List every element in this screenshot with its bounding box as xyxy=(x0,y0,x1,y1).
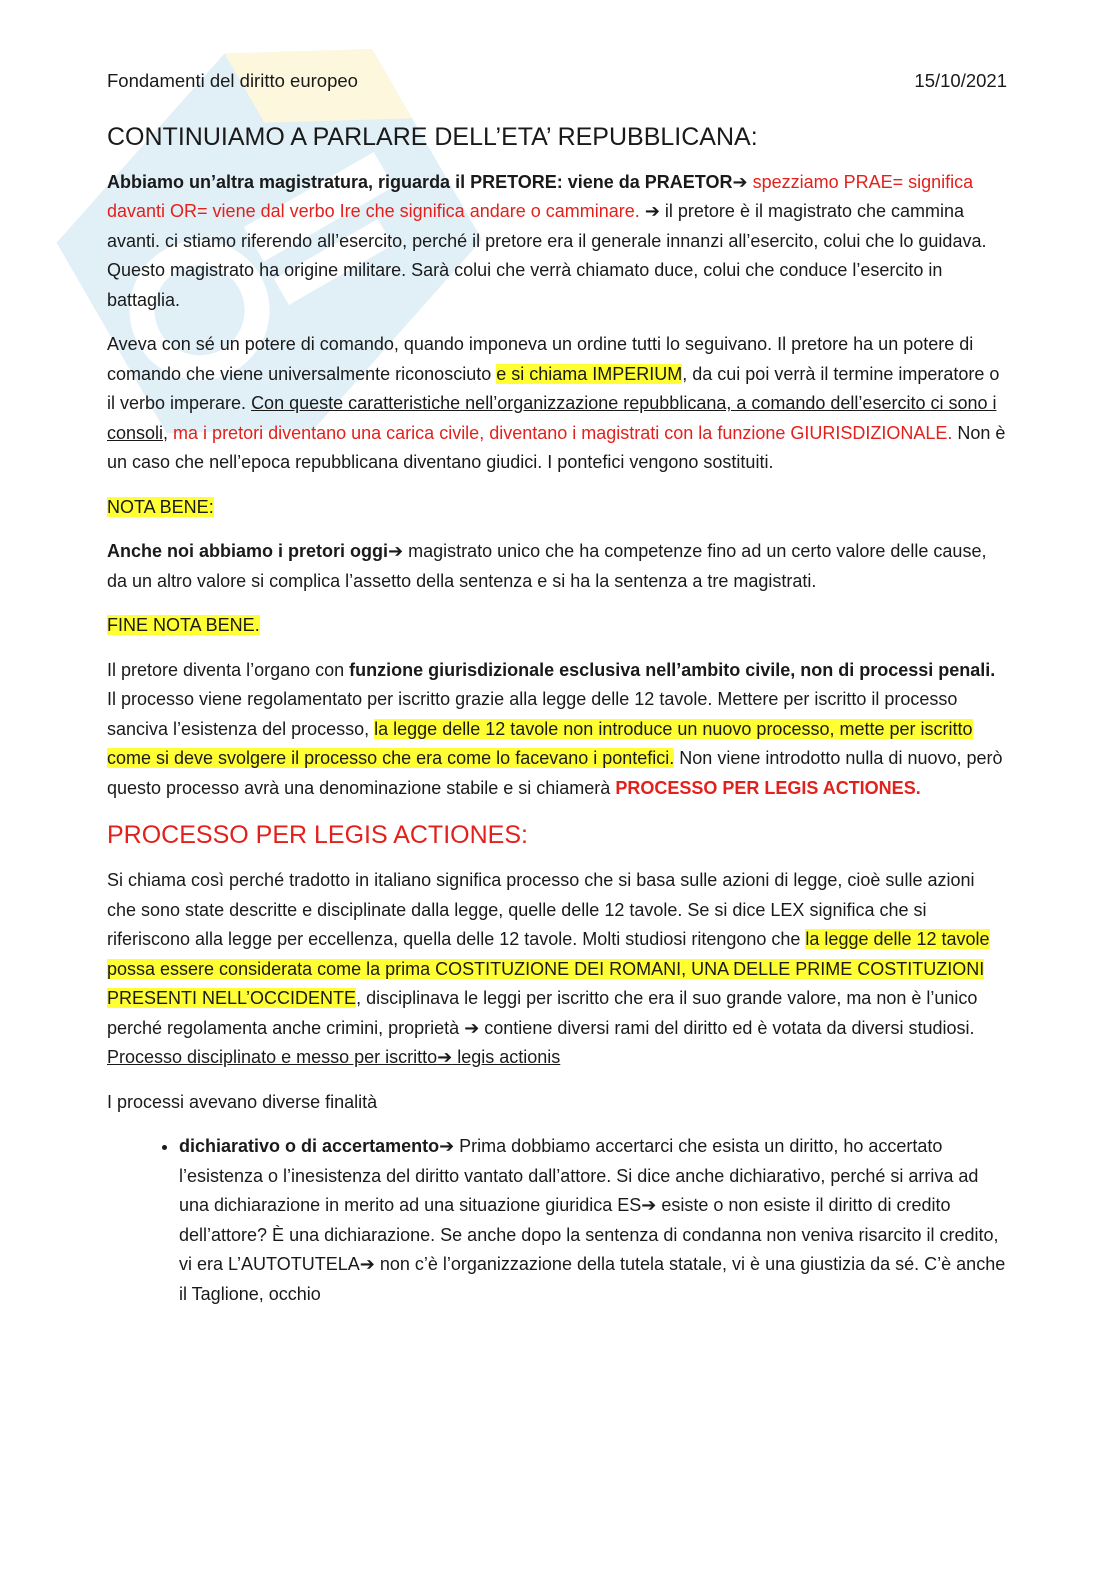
arrow-icon: ➔ xyxy=(732,171,748,192)
page-header xyxy=(107,66,1007,96)
document-page xyxy=(107,66,1007,1309)
arrow-icon: ➔ xyxy=(464,1017,480,1038)
paragraph-funzione-giurisdizionale: Il pretore diventa l’organo con funzione giurisdizionale esclusiva nell’ambito civile, non di processi penali. Il processo viene regolamentato per iscritto grazie alla legge delle 12 tavole. Mettere per iscritto il processo sanciva l’esistenza del processo, la legge delle 12 tavole non introduce un nuovo processo, mette per iscritto come si deve svolgere il processo che era come lo facevano i pontefici. Non viene introdotto nulla di nuovo, però questo processo avrà una denominazione stabile e si chiamerà PROCESSO PER LEGIS ACTIONES. xyxy=(107,659,1003,798)
paragraph-pretore: Abbiamo un’altra magistratura, riguarda il PRETORE: viene da PRAETOR➔ spezziamo PRAE= significa davanti OR= viene dal verbo Ire che significa andare o camminare. ➔ il pretore è il magistrato che cammina avanti. ci stiamo riferendo all’esercito, perché il pretore era il generale innanzi all’esercito, colui che lo guidava. Questo magistrato ha origine militare. Sarà colui che verrà chiamato duce, colui che conduce l’esercito in battaglia. xyxy=(107,171,987,310)
paragraph-finalita: I processi avevano diverse finalità xyxy=(107,1091,378,1112)
document-date: 15/10/2021 xyxy=(914,70,1007,91)
list-item: • dichiarativo o di accertamento➔ Prima dobbiamo accertarci che esista un diritto, ho accertato l’esistenza o l’inesistenza del diritto vantato dall’attore. Si dice anche dichiarativo, perché si arriva ad una dichiarazione in merito ad una situazione giuridica ES➔ esiste o non esiste il diritto di credito dell’attore? È una dichiarazione. Se anche dopo la sentenza di condanna non veniva risarcito il credito, vi era L’AUTOTUTELA➔ non c’è l’organizzazione della tutela statale, vi è una giustizia da sé. C’è anche il Taglione, occhio xyxy=(179,1132,1007,1309)
fine-nota-bene-label: FINE NOTA BENE. xyxy=(107,615,260,635)
finalita-list xyxy=(107,1132,1007,1309)
paragraph-imperium: Aveva con sé un potere di comando, quando imponeva un ordine tutti lo seguivano. Il pretore ha un potere di comando che viene universalmente riconosciuto e si chiama IMPERIUM, da cui poi verrà il termine imperatore o il verbo imperare. Con queste caratteristiche nell’organizzazione repubblicana, a comando dell’esercito ci sono i consoli, ma i pretori diventano una carica civile, diventano i magistrati con la funzione GIURISDIZIONALE. Non è un caso che nell’epoca repubblicana diventano giudici. I pontefici vengono sostituiti. xyxy=(107,334,1006,472)
arrow-icon: ➔ xyxy=(388,541,404,561)
paragraph-pretori-oggi: Anche noi abbiamo i pretori oggi➔ magistrato unico che ha competenze fino ad un certo valore delle cause, da un altro valore si complica l’assetto della sentenza e si ha la sentenza a tre magistrati. xyxy=(107,541,987,591)
arrow-icon: ➔ xyxy=(359,1254,375,1274)
section-heading-eta-repubblicana: CONTINUIAMO A PARLARE DELL’ETA’ REPUBBLICANA: xyxy=(107,122,758,151)
nota-bene-label: NOTA BENE: xyxy=(107,496,214,517)
section-heading-legis-actiones: PROCESSO PER LEGIS ACTIONES: xyxy=(107,821,528,849)
subject-title: Fondamenti del diritto europeo xyxy=(107,70,358,91)
arrow-icon: ➔ xyxy=(437,1047,453,1067)
arrow-icon: ➔ xyxy=(439,1136,455,1156)
arrow-icon: ➔ xyxy=(641,1195,657,1215)
arrow-icon: ➔ xyxy=(644,201,660,221)
paragraph-legis-actiones: Si chiama così perché tradotto in italiano significa processo che si basa sulle azioni di legge, cioè sulle azioni che sono state descritte e disciplinate dalla legge, quelle delle 12 tavole. Se si dice LEX significa che si riferiscono alla legge per eccellenza, quella delle 12 tavole. Molti studiosi ritengono che la legge delle 12 tavole possa essere considerata come la prima COSTITUZIONE DEI ROMANI, UNA DELLE PRIME COSTITUZIONI PRESENTI NELL’OCCIDENTE, disciplinava le leggi per iscritto che era il suo grande valore, ma non è l’unico perché regolamenta anche crimini, proprietà ➔ contiene diversi rami del diritto ed è votata da diversi studiosi. Processo disciplinato e messo per iscritto➔ legis actionis xyxy=(107,870,990,1067)
